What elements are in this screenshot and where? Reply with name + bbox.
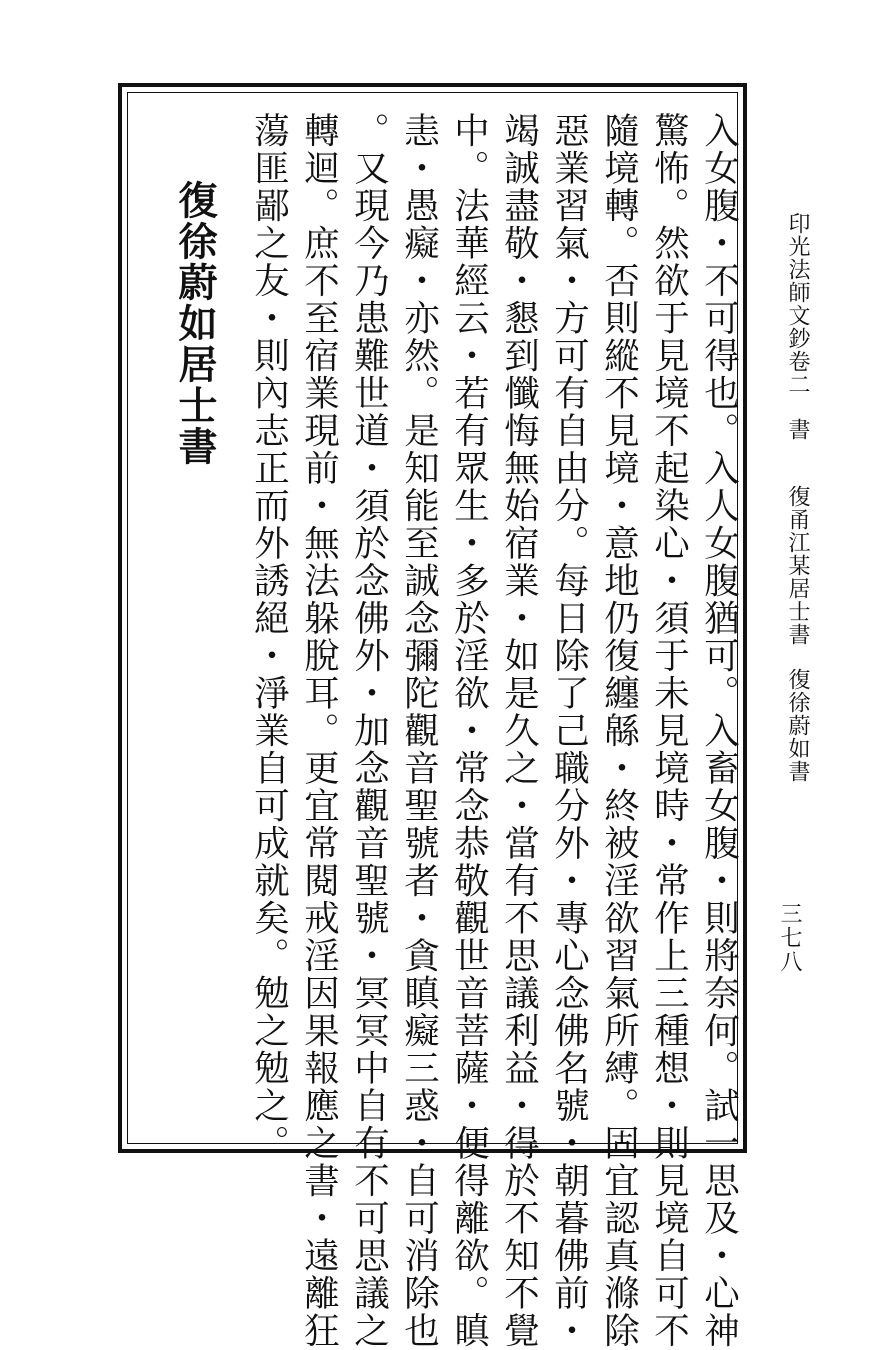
running-head-letters: 復甬江某居士書 xyxy=(785,485,810,646)
text-column-4: 惡業習氣・方可有自由分。每日除了己職分外・專心念佛名號・朝暮佛前・ xyxy=(548,112,590,1350)
text-column-5: 竭誠盡敬・懇到懺悔無始宿業・如是久之・當有不思議利益・得於不知不覺 xyxy=(498,112,540,1350)
running-head xyxy=(778,212,810,783)
text-column-1: 入女腹・不可得也。入人女腹猶可。入畜女腹・則將奈何。試一思及・心神 xyxy=(698,112,740,1350)
text-column-7: 恚・愚癡・亦然。是知能至誠念彌陀觀音聖號者・貪瞋癡三惑・自可消除也 xyxy=(398,112,440,1350)
running-head-current: 復徐蔚如書 xyxy=(785,668,810,783)
page-number: 三七八 xyxy=(777,902,802,974)
text-column-6: 中。法華經云・若有眾生・多於淫欲・常念恭敬觀世音菩薩・便得離欲。瞋 xyxy=(448,112,490,1350)
running-head-book: 印光法師文鈔卷二 xyxy=(785,212,810,396)
text-column-10: 蕩匪鄙之友・則內志正而外誘絕・淨業自可成就矣。勉之勉之。 xyxy=(248,112,290,1162)
text-column-8: 。又現今乃患難世道・須於念佛外・加念觀音聖號・冥冥中自有不可思議之 xyxy=(348,112,390,1350)
running-head-section: 書 xyxy=(785,418,810,441)
text-column-9: 轉迴。庶不至宿業現前・無法躲脫耳。更宜常閱戒淫因果報應之書・遠離狂 xyxy=(298,112,340,1350)
text-column-3: 隨境轉。否則縱不見境・意地仍復纏緜・終被淫欲習氣所縛。固宜認真滌除 xyxy=(598,112,640,1350)
text-column-2: 驚怖。然欲于見境不起染心・須于未見境時・常作上三種想・則見境自可不 xyxy=(648,112,690,1350)
letter-title: 復徐蔚如居士書 xyxy=(172,180,218,467)
